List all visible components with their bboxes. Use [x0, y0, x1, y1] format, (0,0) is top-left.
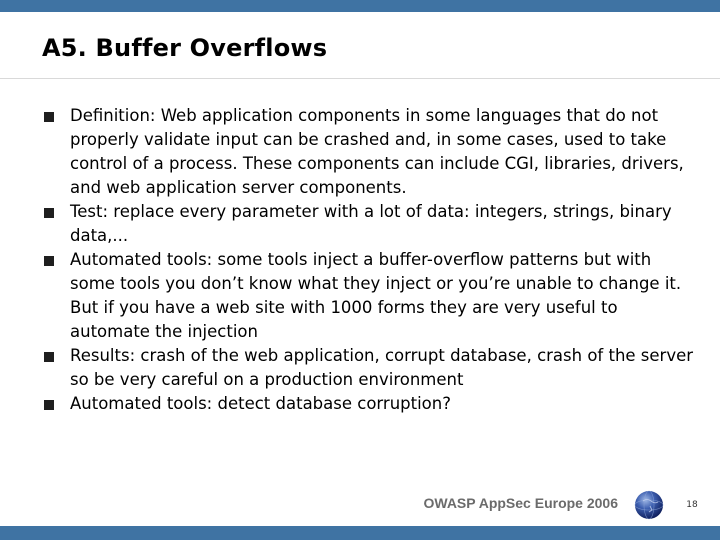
square-bullet-icon — [44, 208, 54, 218]
bullet-item — [44, 248, 694, 344]
slide-title: A5. Buffer Overflows — [42, 34, 328, 62]
bullet-item — [44, 200, 694, 248]
bullet-text: Automated tools: some tools inject a buffer-overflow patterns but with some tools you don’t know what they inject or you’re unable to change it. But if you have a web site with 1000 forms they are very useful to automate the injection — [70, 250, 682, 341]
bullet-item — [44, 104, 694, 200]
square-bullet-icon — [44, 256, 54, 266]
owasp-globe-icon — [634, 490, 664, 520]
bullet-item — [44, 392, 694, 416]
top-accent-bar — [0, 0, 720, 12]
page-number: 18 — [686, 500, 698, 510]
square-bullet-icon — [44, 112, 54, 122]
bullet-text: Results: crash of the web application, corrupt database, crash of the server so be very careful on a production environment — [70, 346, 694, 389]
bullet-item — [44, 344, 694, 392]
square-bullet-icon — [44, 400, 54, 410]
bullet-text: Test: replace every parameter with a lot of data: integers, strings, binary data,... — [70, 202, 672, 245]
bullet-text: Automated tools: detect database corruption? — [70, 394, 451, 413]
square-bullet-icon — [44, 352, 54, 362]
bullet-text: Definition: Web application components in some languages that do not properly validate input can be crashed and, in some cases, used to take control of a process. These components can include CGI, libraries, drivers, and web application server components. — [70, 106, 684, 197]
footer-conference-label: OWASP AppSec Europe 2006 — [423, 495, 618, 511]
title-divider — [0, 78, 720, 79]
bullet-list — [44, 104, 694, 416]
bottom-accent-bar — [0, 526, 720, 540]
